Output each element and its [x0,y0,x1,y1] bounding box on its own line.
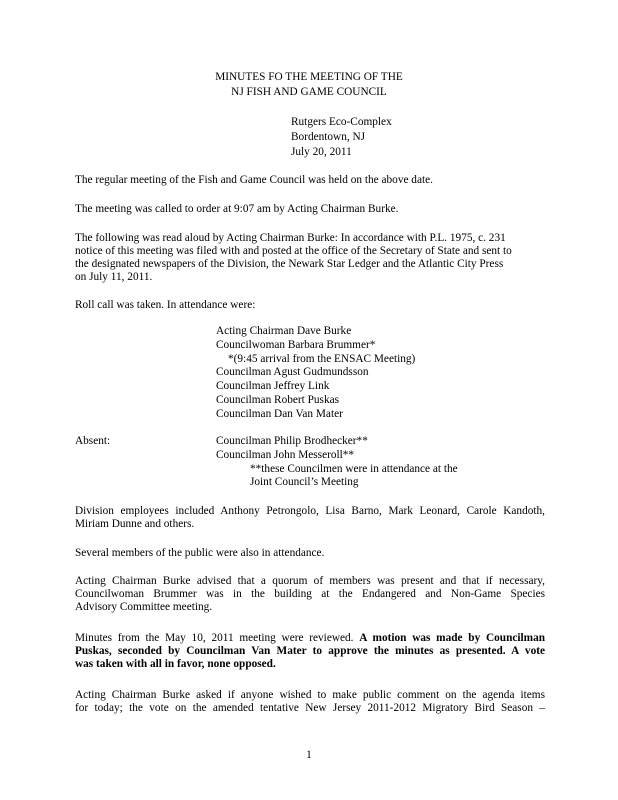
absent-member: Councilman Philip Brodhecker** [216,435,368,447]
text-line: Miriam Dunne and others. [75,518,195,530]
text-line: The regular meeting of the Fish and Game Council was held on the above date. [75,174,433,186]
attendee: Councilman Robert Puskas [216,393,340,406]
text-line: notice of this meeting was filed with and posted at the office of the Secretary of State and sent to [75,245,512,257]
text-normal: Minutes from the May 10, 2011 meeting were reviewed. [75,632,360,644]
text-line [75,632,545,645]
attendee: Acting Chairman Dave Burke [216,325,352,337]
attendee: Councilman Agust Gudmundsson [216,366,369,379]
location-line-2: Bordentown, NJ [291,131,366,143]
paragraph-notice [75,232,545,284]
paragraph-meeting-held [75,174,545,187]
text-line: for today; the vote on the amended tentative New Jersey 2011-2012 Migratory Bird Season – [75,702,545,714]
text-line: Councilwoman Brummer was in the building at the Endangered and Non-Game Species [75,588,545,600]
text-line: Several members of the public were also in attendance. [75,547,325,559]
text-line: Acting Chairman Burke advised that a quorum of members was present and that if necessary, [75,575,545,587]
attendance-list [216,325,415,422]
text-line: Advisory Committee meeting. [75,601,213,613]
page-number: 1 [306,749,312,761]
absent-note: **these Councilmen were in attendance at the [250,462,458,475]
paragraph-called-to-order [75,203,545,216]
text-line: Acting Chairman Burke asked if anyone wished to make public comment on the agenda items [75,689,545,701]
absent-member: Councilman John Messeroll** [216,448,355,461]
title-line-1: MINUTES FO THE MEETING OF THE [215,71,403,83]
paragraph-division-employees [75,505,545,531]
attendee-note: *(9:45 arrival from the ENSAC Meeting) [228,352,416,365]
paragraph-roll-call [75,299,545,312]
text-line: The meeting was called to order at 9:07 am by Acting Chairman Burke. [75,203,399,215]
text-line: on July 11, 2011. [75,271,153,283]
text-line: Roll call was taken. In attendance were: [75,299,256,311]
absent-label: Absent: [75,435,111,447]
text-line: The following was read aloud by Acting Chairman Burke: In accordance with P.L. 1975, c. 231 [75,232,506,244]
absent-note: Joint Council’s Meeting [250,476,359,489]
paragraph-minutes-motion [75,632,545,671]
paragraph-public [75,547,545,560]
attendee: Councilman Dan Van Mater [216,407,343,420]
paragraph-quorum [75,575,545,614]
attendee: Councilwoman Barbara Brummer* [216,338,376,351]
title-line-2: NJ FISH AND GAME COUNCIL [231,86,387,98]
motion-text: Puskas, seconded by Councilman Van Mater to approve the minutes as presented. A vote [75,645,545,657]
text-line: the designated newspapers of the Division, the Newark Star Ledger and the Atlantic City Press [75,258,504,270]
motion-text: was taken with all in favor, none opposed. [75,658,276,670]
motion-text: A motion was made by Councilman [359,632,545,644]
text-line: Division employees included Anthony Petrongolo, Lisa Barno, Mark Leonard, Carole Kandoth, [75,505,545,517]
attendee: Councilman Jeffrey Link [216,380,330,393]
location-date: July 20, 2011 [291,146,352,158]
absent-list [216,435,458,490]
paragraph-public-comment [75,689,545,715]
location-line-1: Rutgers Eco-Complex [291,116,392,128]
